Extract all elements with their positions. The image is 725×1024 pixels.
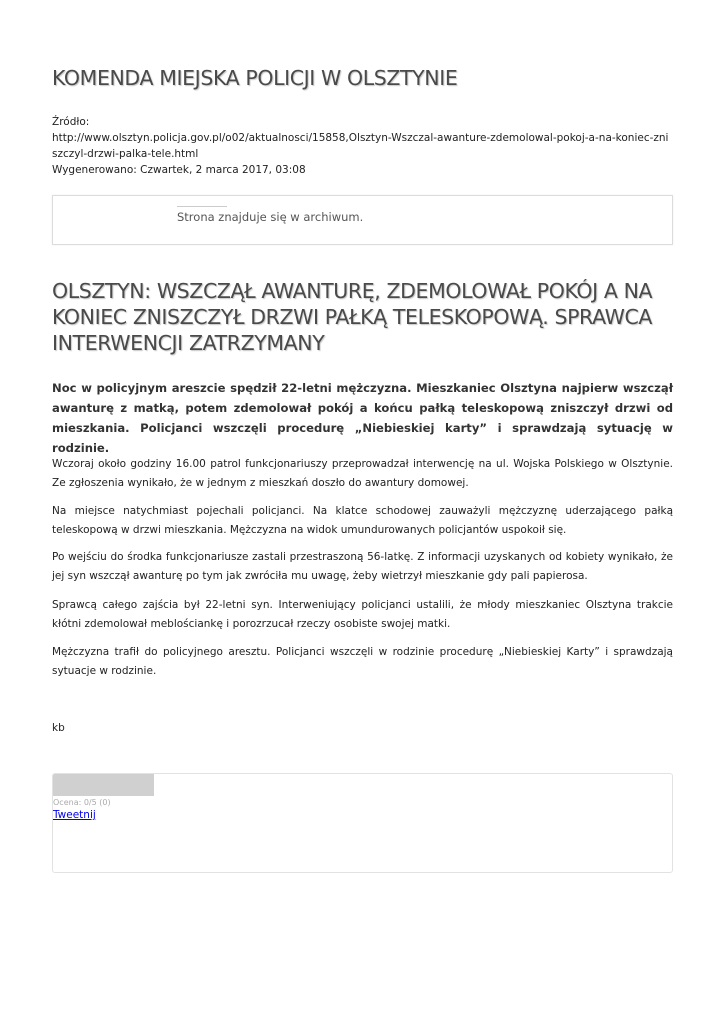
article-paragraph: Sprawcą całego zajścia był 22-letni syn. Interweniujący policjanci ustalili, że młody mieszkaniec Olsztyna trakcie kłótni zdemolował meblościankę i porozrzucał rzeczy osobiste swojej matki.	[52, 599, 673, 630]
source-block	[52, 114, 673, 178]
archive-notice-text: Strona znajduje się w archiwum.	[177, 210, 364, 224]
rating-text: Ocena: 0/5 (0)	[53, 798, 111, 807]
article-paragraph: Po wejściu do środka funkcjonariusze zastali przestraszoną 56-latkę. Z informacji uzyskanych od kobiety wynikało, że jej syn wszczął awanturę po tym jak zwróciła mu uwagę, żeby wietrzył mieszkanie gdy pali papierosa.	[52, 551, 673, 582]
article-author: kb	[52, 722, 65, 734]
rating-share-box	[52, 773, 673, 873]
source-url: http://www.olsztyn.policja.gov.pl/o02/aktualnosci/15858,Olsztyn-Wszczal-awanture-zdemolowal-pokoj-a-na-koniec-zniszczyl-drzwi-palka-tele.html	[52, 132, 669, 160]
article-paragraph: Na miejsce natychmiast pojechali policjanci. Na klatce schodowej zauważyli mężczyznę uderzającego pałką teleskopową w drzwi mieszkania. Mężczyzna na widok umundurowanych policjantów uspokoił się.	[52, 505, 673, 536]
article-title: OLSZTYN: WSZCZĄŁ AWANTURĘ, ZDEMOLOWAŁ POKÓJ A NA KONIEC ZNISZCZYŁ DRZWI PAŁKĄ TELESKOPOWĄ. SPRAWCA INTERWENCJI ZATRZYMANY	[52, 279, 653, 355]
rating-stars-bar[interactable]	[53, 774, 154, 796]
generated-date: Wygenerowano: Czwartek, 2 marca 2017, 03:08	[52, 164, 306, 176]
site-title: KOMENDA MIEJSKA POLICJI W OLSZTYNIE	[52, 66, 458, 90]
article-paragraph: Wczoraj około godziny 16.00 patrol funkcjonariuszy przeprowadzał interwencję na ul. Wojska Polskiego w Olsztynie. Ze zgłoszenia wynikało, że w jednym z mieszkań doszło do awantury domowej.	[52, 458, 673, 489]
source-label: Źródło:	[52, 116, 90, 128]
article-paragraph: Mężczyzna trafił do policyjnego aresztu. Policjanci wszczęli w rodzinie procedurę „Niebieskiej Karty” i sprawdzają sytuacje w rodzinie.	[52, 646, 673, 677]
archive-notice-box	[52, 195, 673, 245]
tweet-link[interactable]: Tweetnij	[53, 809, 96, 821]
archive-divider	[177, 206, 227, 207]
article-lead: Noc w policyjnym areszcie spędził 22-letni mężczyzna. Mieszkaniec Olsztyna najpierw wszczął awanturę z matką, potem zdemolował pokój a końcu pałką teleskopową zniszczył drzwi od mieszkania. Policjanci wszczęli procedurę „Niebieskiej karty” i sprawdzają sytuację w rodzinie.	[52, 381, 673, 455]
